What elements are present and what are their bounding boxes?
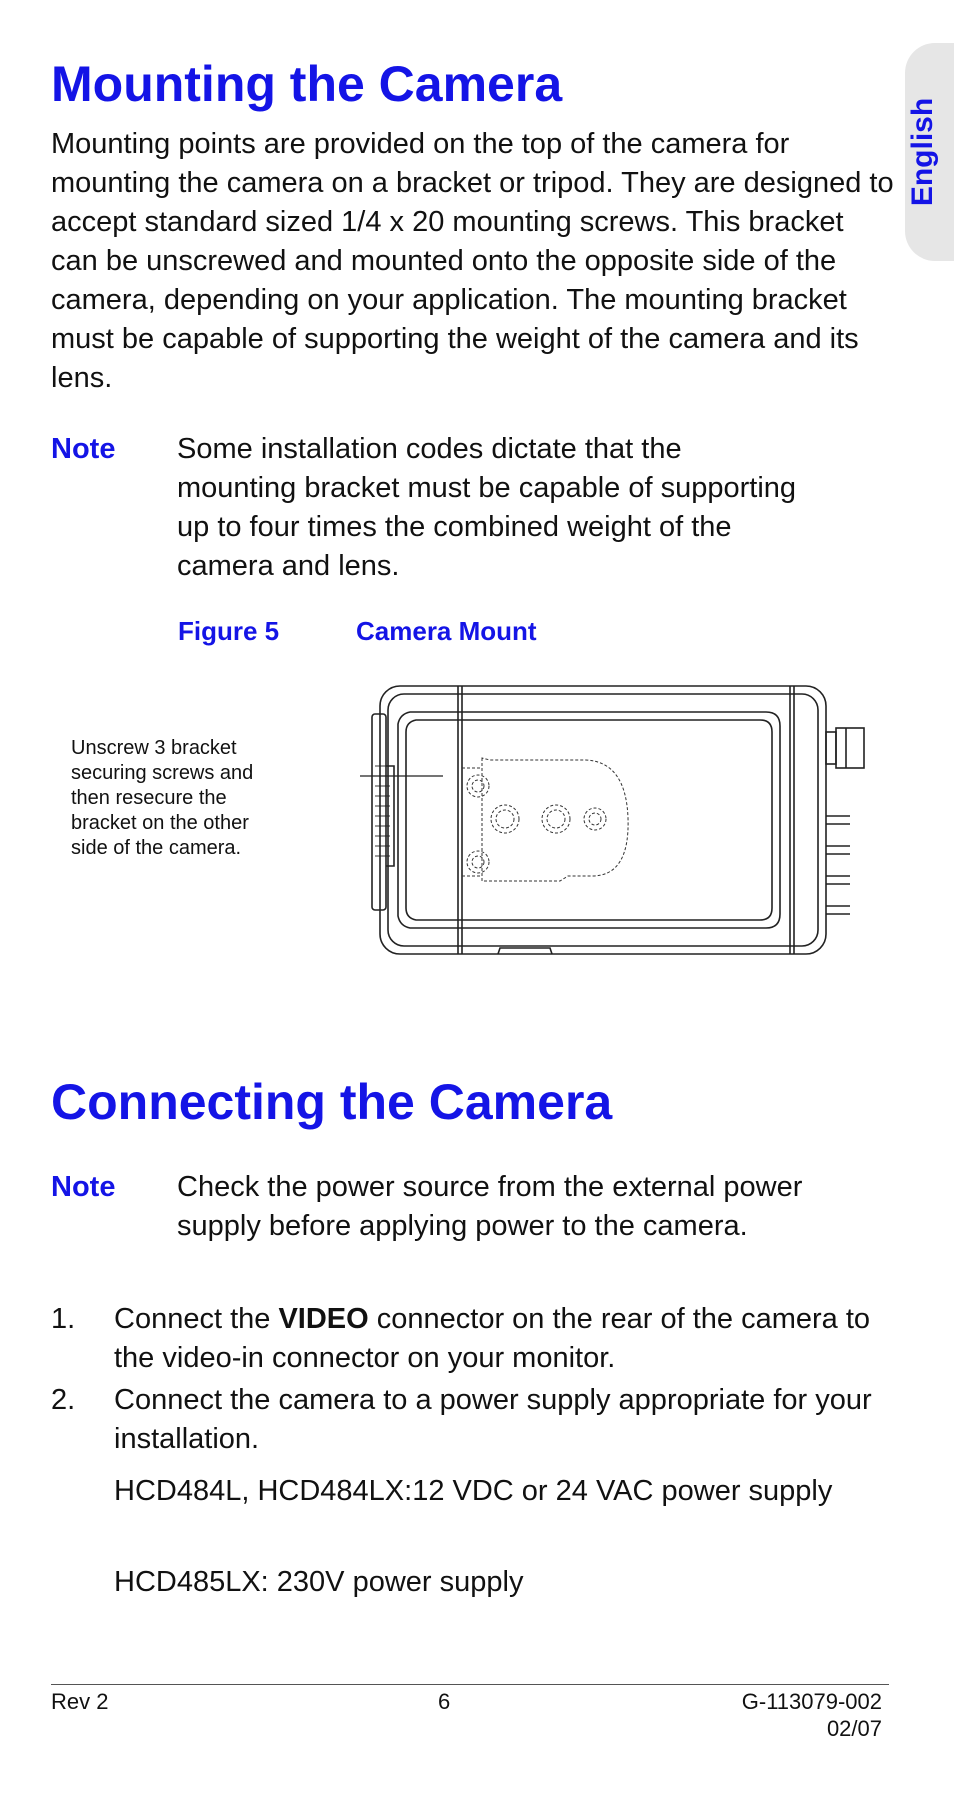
camera-mount-figure — [360, 676, 880, 966]
footer-divider — [51, 1684, 889, 1685]
footer-doc-number: G-113079-002 — [741, 1689, 882, 1714]
figure-callout: Unscrew 3 bracket securing screws and then resecure the bracket on the other side of the camera. — [71, 737, 254, 859]
footer-date: 02/07 — [826, 1716, 882, 1741]
footer-page-number: 6 — [438, 1689, 451, 1714]
step-1-video-label: VIDEO — [278, 1303, 369, 1335]
connecting-heading: Connecting the Camera — [51, 1074, 613, 1130]
figure-title: Camera Mount — [356, 616, 537, 646]
mounting-heading: Mounting the Camera — [51, 56, 563, 112]
footer-revision: Rev 2 — [51, 1689, 109, 1714]
figure-number: Figure 5 — [178, 616, 280, 646]
power-line-1: HCD484L, HCD484LX:12 VDC or 24 VAC power supply — [114, 1475, 833, 1507]
camera-housing — [380, 686, 826, 954]
step-1-suffix: connector on the rear of the camera to the video-in connector on your monitor. — [114, 1303, 871, 1374]
mounting-note-label: Note — [51, 433, 116, 465]
step-1-number: 1. — [51, 1303, 76, 1335]
mounting-note-text: Some installation codes dictate that the mounting bracket must be capable of supporting up to four times the combined weight of the camera and lens. — [177, 433, 797, 582]
step-2-number: 2. — [51, 1384, 76, 1416]
step-2-text: Connect the camera to a power supply appropriate for your installation. — [114, 1384, 872, 1455]
language-label: English — [906, 97, 939, 207]
step-1-prefix: Connect the — [114, 1303, 279, 1335]
mounting-body: Mounting points are provided on the top of the camera for mounting the camera on a bracket or tripod. They are designed to accept standard sized 1/4 x 20 mounting screws. This bracket can be unscrewed and mounted onto the opposite side of the camera, depending on your application. The mounting bracket must be capable of supporting the weight of the camera and its lens. — [51, 128, 894, 394]
power-line-2: HCD485LX: 230V power supply — [114, 1566, 524, 1598]
connecting-note-text: Check the power source from the external power supply before applying power to the camera. — [177, 1171, 803, 1242]
mounting-bracket — [462, 758, 628, 881]
step-1-text — [114, 1300, 894, 1378]
connecting-note-label: Note — [51, 1171, 116, 1203]
